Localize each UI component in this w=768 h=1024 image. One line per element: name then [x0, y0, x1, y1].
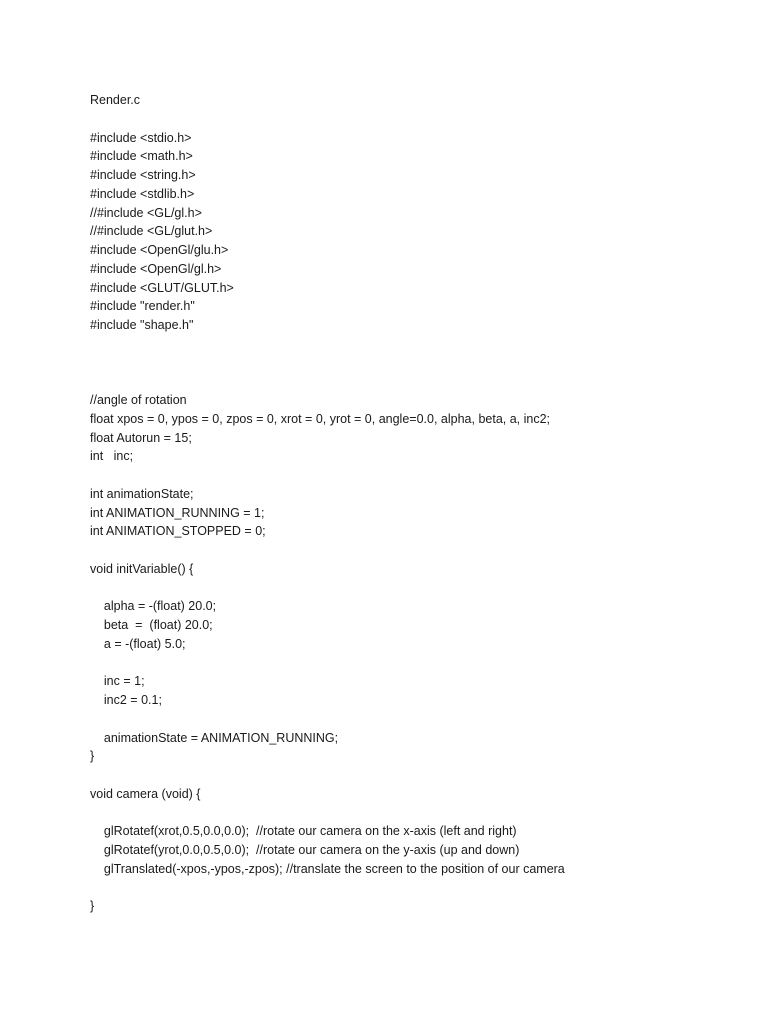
- code-line: }: [90, 899, 95, 914]
- code-line: void initVariable() {: [90, 561, 194, 576]
- code-line: glTranslated(-xpos,-ypos,-zpos); //translate the screen to the position of our camera: [90, 861, 565, 876]
- code-line: int animationState;: [90, 486, 194, 501]
- code-line: #include <stdlib.h>: [90, 186, 195, 201]
- code-line: #include <GLUT/GLUT.h>: [90, 280, 234, 295]
- code-line: int ANIMATION_RUNNING = 1;: [90, 505, 265, 520]
- code-line: beta = (float) 20.0;: [90, 618, 213, 632]
- code-line: [90, 804, 750, 823]
- code-line: void camera (void) {: [90, 786, 201, 801]
- code-line: [90, 335, 750, 354]
- code-line: [90, 654, 750, 673]
- code-line: inc = 1;: [90, 674, 145, 689]
- code-line: [90, 466, 750, 485]
- code-line: [90, 354, 750, 373]
- code-line: [90, 579, 750, 598]
- code-line: #include <OpenGl/glu.h>: [90, 243, 229, 257]
- code-line: animationState = ANIMATION_RUNNING;: [90, 730, 339, 745]
- code-line: #include "render.h": [90, 299, 195, 314]
- code-line: #include <OpenGl/gl.h>: [90, 261, 222, 276]
- code-line: inc2 = 0.1;: [90, 693, 162, 707]
- code-line: [90, 766, 750, 785]
- code-line: #include "shape.h": [90, 318, 194, 332]
- code-line: [90, 541, 750, 560]
- document-title: Render.c: [90, 93, 141, 107]
- code-line: //angle of rotation: [90, 393, 187, 407]
- code-line: #include <stdio.h>: [90, 130, 192, 145]
- code-line: [90, 710, 750, 729]
- code-line: [90, 372, 750, 391]
- code-line: //#include <GL/glut.h>: [90, 224, 213, 239]
- code-listing: [90, 91, 750, 916]
- code-line: #include <math.h>: [90, 149, 193, 164]
- code-line: float Autorun = 15;: [90, 430, 192, 445]
- code-line: #include <string.h>: [90, 168, 196, 182]
- code-line: glRotatef(xrot,0.5,0.0,0.0); //rotate our camera on the x-axis (left and right): [90, 824, 517, 839]
- code-line: int inc;: [90, 449, 134, 464]
- code-line: int ANIMATION_STOPPED = 0;: [90, 524, 266, 539]
- code-line: [90, 879, 750, 898]
- code-line: glRotatef(yrot,0.0,0.5,0.0); //rotate our camera on the y-axis (up and down): [90, 843, 520, 857]
- code-line: float xpos = 0, ypos = 0, zpos = 0, xrot = 0, yrot = 0, angle=0.0, alpha, beta, a, inc2;: [90, 411, 551, 426]
- code-line: }: [90, 749, 95, 764]
- code-line: alpha = -(float) 20.0;: [90, 599, 217, 614]
- code-line: [90, 110, 750, 129]
- code-line: //#include <GL/gl.h>: [90, 205, 202, 220]
- code-line: a = -(float) 5.0;: [90, 636, 186, 651]
